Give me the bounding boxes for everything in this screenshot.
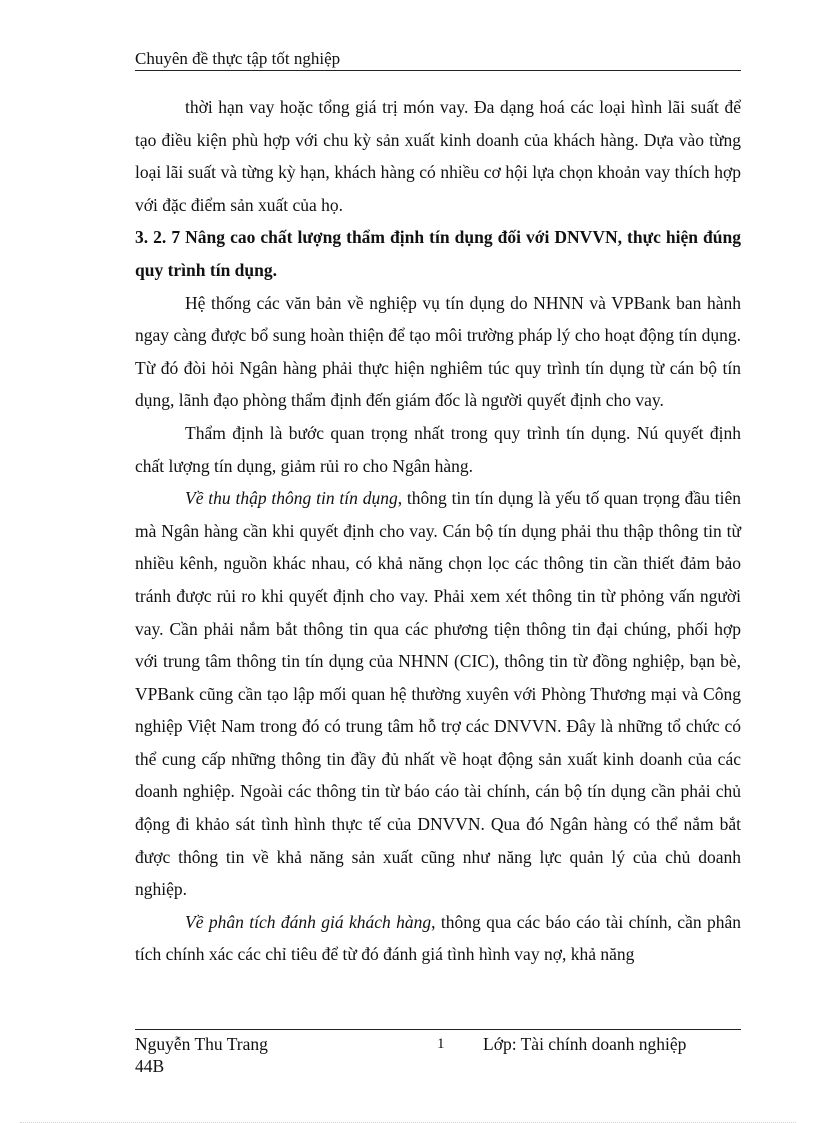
paragraph-customer-analysis-text: , thông qua các báo cáo tài chính, cần phân tích chính xác các chỉ tiêu để từ đó đánh giá tình hình vay nợ, khả năng xyxy=(135,911,741,965)
footer-page-number: 1 xyxy=(437,1036,445,1052)
paragraph-info-collection xyxy=(135,482,741,906)
paragraph-info-collection-text: , thông tin tín dụng là yếu tố quan trọng đầu tiên mà Ngân hàng cần khi quyết định cho vay. Cán bộ tín dụng phải thu thập thông tin từ nhiều kênh, nguồn khác nhau, có khả năng chọn lọc các thông tin cần thiết đảm bảo tránh được rủi ro khi quyết định cho vay. Phải xem xét thông tin từ phỏng vấn người vay. Cần phải nắm bắt thông tin qua các phương tiện thông tin đại chúng, phối hợp với trung tâm thông tin tín dụng của NHNN (CIC), thông tin từ đồng nghiệp, bạn bè, VPBank cũng cần tạo lập mối quan hệ thường xuyên với Phòng Thương mại và Công nghiệp Việt Nam trong đó có trung tâm hỗ trợ các DNVVN. Đây là những tổ chức có thể cung cấp những thông tin đầy đủ nhất về hoạt động sản xuất kinh doanh của các doanh nghiệp. Ngoài các thông tin từ báo cáo tài chính, cán bộ tín dụng cần phải chủ động đi khảo sát tình hình thực tế của DNVVN. Qua đó Ngân hàng có thể nắm bắt được thông tin về khả năng sản xuất cũng như năng lực quản lý của chủ doanh nghiệp. xyxy=(135,488,741,900)
header-rule xyxy=(135,70,741,71)
paragraph-continuation: thời hạn vay hoặc tổng giá trị món vay. Đa dạng hoá các loại hình lãi suất để tạo điều kiện phù hợp với chu kỳ sản xuất kinh doanh của khách hàng. Dựa vào từng loại lãi suất và từng kỳ hạn, khách hàng có nhiều cơ hội lựa chọn khoản vay thích hợp với đặc điểm sản xuất của họ. xyxy=(135,97,741,215)
paragraph-appraisal: Thẩm định là bước quan trọng nhất trong quy trình tín dụng. Nú quyết định chất lượng tín dụng, giảm rủi ro cho Ngân hàng. xyxy=(135,422,741,476)
page-header-title: Chuyên đề thực tập tốt nghiệp xyxy=(135,49,341,68)
paragraph-legal-framework: Hệ thống các văn bản về nghiệp vụ tín dụng do NHNN và VPBank ban hành ngay càng được bổ sung hoàn thiện để tạo môi trường pháp lý cho hoạt động tín dụng. Từ đó đòi hỏi Ngân hàng phải thực hiện nghiêm túc quy trình tín dụng từ cán bộ tín dụng, lãnh đạo phòng thẩm định đến giám đốc là người quyết định cho vay. xyxy=(135,292,741,411)
footer-class: Lớp: Tài chính doanh nghiệp xyxy=(483,1034,687,1054)
footer-rule xyxy=(135,1029,741,1030)
paragraph-customer-analysis xyxy=(135,906,741,971)
document-body xyxy=(135,91,741,971)
section-heading: 3. 2. 7 Nâng cao chất lượng thẩm định tín dụng đối với DNVVN, thực hiện đúng quy trình tín dụng. xyxy=(135,227,741,280)
paragraph-info-collection-lead: Về thu thập thông tin tín dụng xyxy=(185,488,398,509)
footer-author: Nguyễn Thu Trang 44B xyxy=(135,1034,268,1076)
paragraph-customer-analysis-lead: Về phân tích đánh giá khách hàng xyxy=(185,911,432,932)
